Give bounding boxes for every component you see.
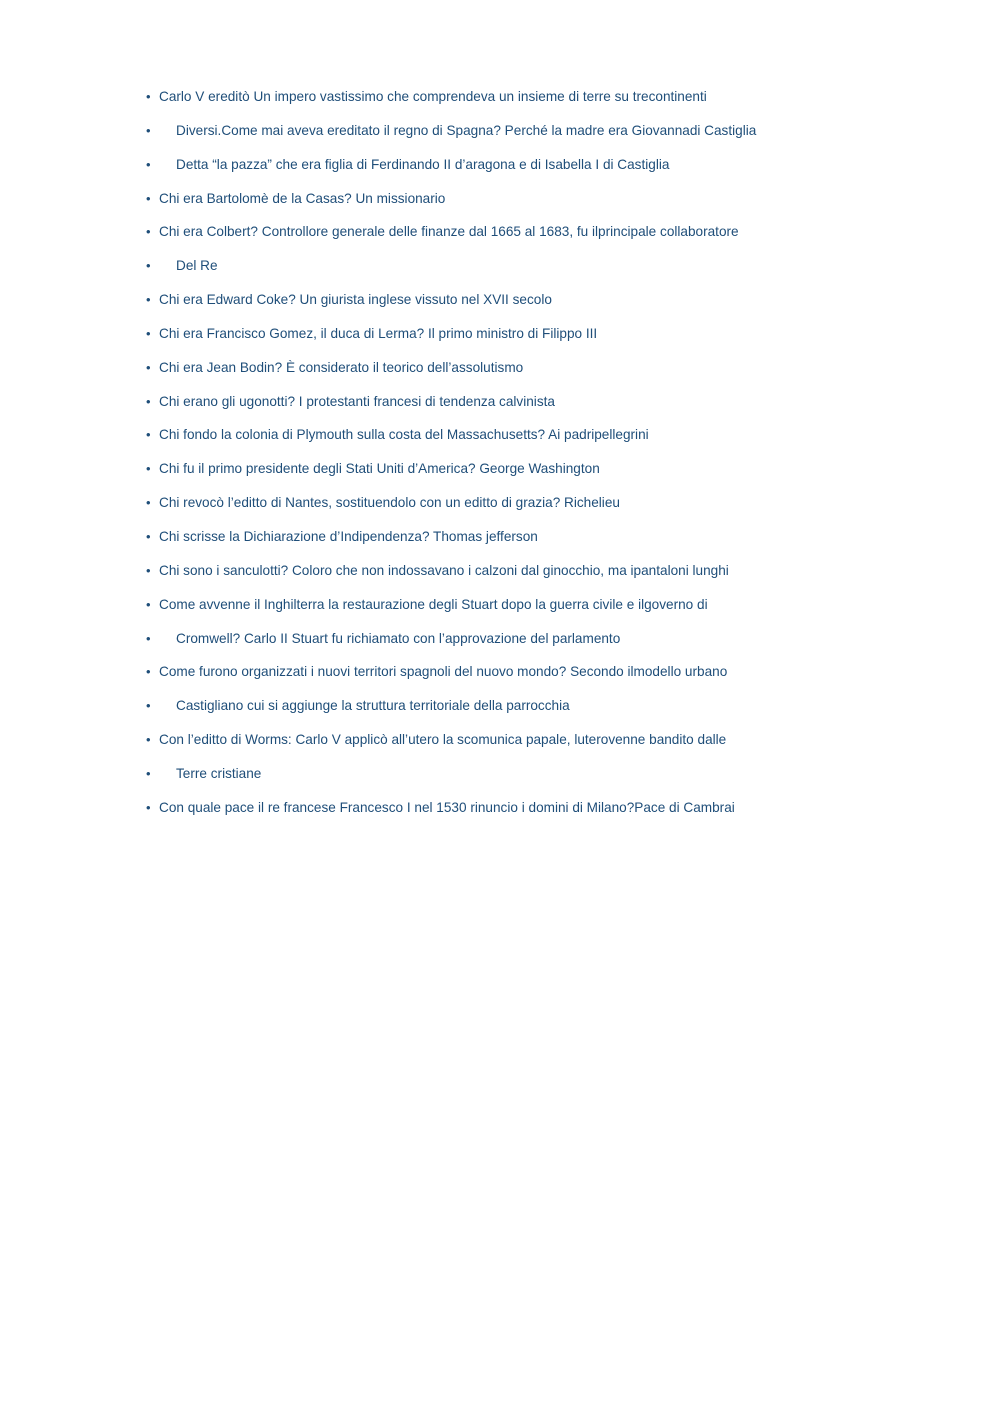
- list-item-text: Chi era Edward Coke? Un giurista inglese vissuto nel XVII secolo: [159, 292, 552, 308]
- list-item-text: Come avvenne il Inghilterra la restaurazione degli Stuart dopo la guerra civile e ilgoverno di: [159, 596, 708, 612]
- bullet-icon: •: [146, 799, 151, 815]
- bullet-icon: •: [146, 495, 151, 511]
- bullet-icon: •: [146, 630, 151, 646]
- list-item-text: Chi era Francisco Gomez, il duca di Lerma? Il primo ministro di Filippo III: [159, 325, 598, 341]
- bullet-icon: •: [146, 122, 151, 138]
- list-item-text: Cromwell? Carlo II Stuart fu richiamato con l’approvazione del parlamento: [176, 630, 621, 646]
- list-item: [146, 290, 866, 324]
- bullet-icon: •: [146, 698, 151, 714]
- list-item: [146, 730, 866, 764]
- list-item: [146, 527, 866, 561]
- list-item-text: Chi fu il primo presidente degli Stati Uniti d’America? George Washington: [159, 461, 600, 477]
- list-item: [146, 222, 866, 256]
- list-item: [146, 155, 866, 189]
- list-item: [146, 629, 866, 663]
- bullet-icon: •: [146, 292, 151, 308]
- bullet-icon: •: [146, 664, 151, 680]
- list-item: [146, 358, 866, 392]
- bullet-icon: •: [146, 562, 151, 578]
- list-item-text: Terre cristiane: [176, 765, 262, 781]
- list-item: [146, 798, 866, 832]
- list-item-text: Con quale pace il re francese Francesco I nel 1530 rinuncio i domini di Milano?Pace di Cambrai: [159, 799, 735, 815]
- list-item-text: Con l’editto di Worms: Carlo V applicò all’utero la scomunica papale, luterovenne bandito dalle: [159, 732, 727, 748]
- list-item-text: Chi erano gli ugonotti? I protestanti francesi di tendenza calvinista: [159, 393, 555, 409]
- list-item-text: Chi scrisse la Dichiarazione d’Indipendenza? Thomas jefferson: [159, 528, 538, 544]
- list-item-text: Diversi.Come mai aveva ereditato il regno di Spagna? Perché la madre era Giovannadi Castiglia: [176, 122, 757, 138]
- list-item: [146, 561, 866, 595]
- list-item: [146, 459, 866, 493]
- bullet-icon: •: [146, 393, 151, 409]
- bullet-icon: •: [146, 156, 151, 172]
- list-item-text: Chi era Colbert? Controllore generale delle finanze dal 1665 al 1683, fu ilprincipale collaboratore: [159, 224, 739, 240]
- bullet-icon: •: [146, 325, 151, 341]
- list-item-text: Chi sono i sanculotti? Coloro che non indossavano i calzoni dal ginocchio, ma ipantaloni lunghi: [159, 562, 729, 578]
- bullet-icon: •: [146, 732, 151, 748]
- list-item: [146, 121, 866, 155]
- bullet-list: [146, 87, 866, 832]
- list-item-text: Carlo V ereditò Un impero vastissimo che comprendeva un insieme di terre su trecontinenti: [159, 89, 707, 104]
- list-item: [146, 493, 866, 527]
- bullet-icon: •: [146, 528, 151, 544]
- list-item-text: Chi era Jean Bodin? È considerato il teorico dell’assolutismo: [159, 359, 524, 375]
- list-item-text: Chi era Bartolomè de la Casas? Un missionario: [159, 190, 446, 206]
- bullet-icon: •: [146, 359, 151, 375]
- list-item-text: Come furono organizzati i nuovi territori spagnoli del nuovo mondo? Secondo ilmodello urbano: [159, 664, 728, 680]
- list-item: [146, 662, 866, 696]
- bullet-icon: •: [146, 596, 151, 612]
- list-item: [146, 256, 866, 290]
- bullet-icon: •: [146, 461, 151, 477]
- list-item: [146, 392, 866, 426]
- list-item: [146, 595, 866, 629]
- list-item-text: Chi revocò l’editto di Nantes, sostituendolo con un editto di grazia? Richelieu: [159, 495, 620, 511]
- bullet-icon: •: [146, 765, 151, 781]
- list-item: [146, 764, 866, 798]
- list-item: [146, 87, 866, 121]
- list-item: [146, 696, 866, 730]
- bullet-icon: •: [146, 224, 151, 240]
- list-item: [146, 189, 866, 223]
- list-item-text: Chi fondo la colonia di Plymouth sulla costa del Massachusetts? Ai padripellegrini: [159, 427, 649, 443]
- bullet-icon: •: [146, 190, 151, 206]
- list-item: [146, 425, 866, 459]
- list-item-text: Castigliano cui si aggiunge la struttura territoriale della parrocchia: [176, 698, 570, 714]
- list-item-text: Detta “la pazza” che era figlia di Ferdinando II d’aragona e di Isabella I di Castiglia: [176, 156, 670, 172]
- bullet-icon: •: [146, 427, 151, 443]
- bullet-icon: •: [146, 258, 151, 274]
- bullet-icon: •: [146, 89, 151, 104]
- list-item: [146, 324, 866, 358]
- list-item-text: Del Re: [176, 258, 218, 274]
